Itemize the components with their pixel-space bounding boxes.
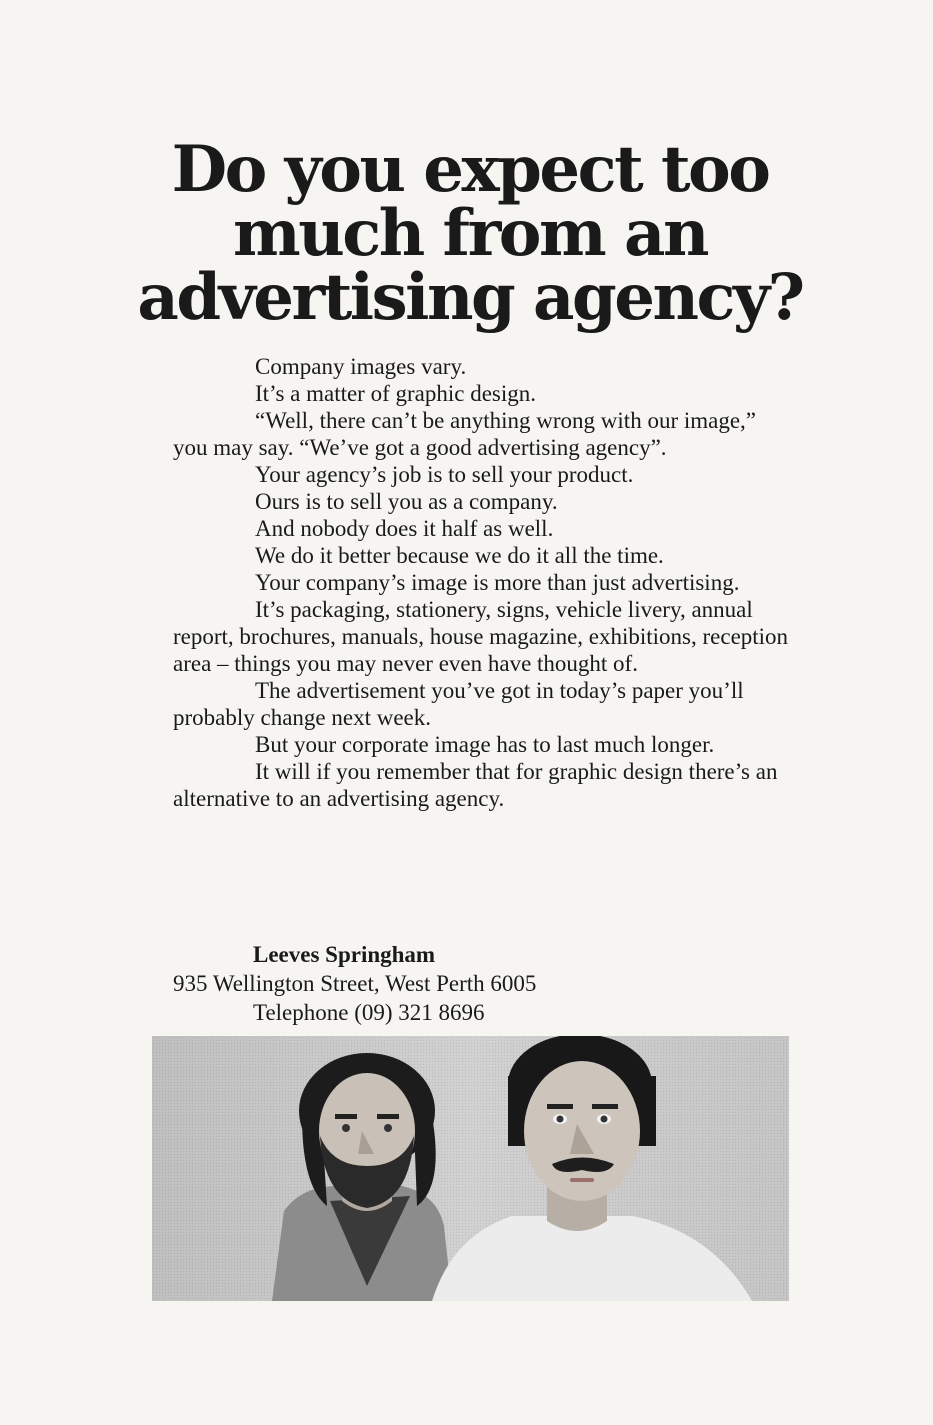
photo-illustration xyxy=(152,1036,789,1301)
company-address: 935 Wellington Street, West Perth 6005 xyxy=(173,971,537,996)
headline-line-3: advertising agency? xyxy=(137,260,803,335)
body-paragraph: Ours is to sell you as a company. xyxy=(255,489,558,514)
body-paragraph: And nobody does it half as well. xyxy=(255,516,554,541)
body-paragraph: “Well, there can’t be anything wrong with our image,” you may say. “We’ve got a good advertising agency”. xyxy=(173,408,757,460)
body-paragraph: But your corporate image has to last much longer. xyxy=(255,732,715,757)
body-paragraph: We do it better because we do it all the time. xyxy=(255,543,664,568)
body-paragraph: Your agency’s job is to sell your product. xyxy=(255,462,634,487)
body-paragraph: It will if you remember that for graphic design there’s an alternative to an advertising agency. xyxy=(173,759,778,811)
headline-line-1: Do you expect too xyxy=(171,132,769,207)
body-paragraph: Company images vary. xyxy=(255,354,467,379)
body-paragraph: Your company’s image is more than just advertising. xyxy=(255,570,740,595)
partners-photo xyxy=(152,1036,789,1301)
body-paragraph: The advertisement you’ve got in today’s paper you’ll probably change next week. xyxy=(173,678,744,730)
headline xyxy=(120,132,820,335)
company-signature xyxy=(173,940,536,1027)
body-copy xyxy=(173,353,793,812)
company-telephone: Telephone (09) 321 8696 xyxy=(253,1000,485,1025)
body-paragraph: It’s a matter of graphic design. xyxy=(255,381,537,406)
body-paragraph: It’s packaging, stationery, signs, vehicle livery, annual report, brochures, manuals, house magazine, exhibitions, reception area – things you may never even have thought of. xyxy=(173,597,789,676)
headline-line-2: much from an xyxy=(233,196,707,271)
company-name: Leeves Springham xyxy=(253,942,436,967)
